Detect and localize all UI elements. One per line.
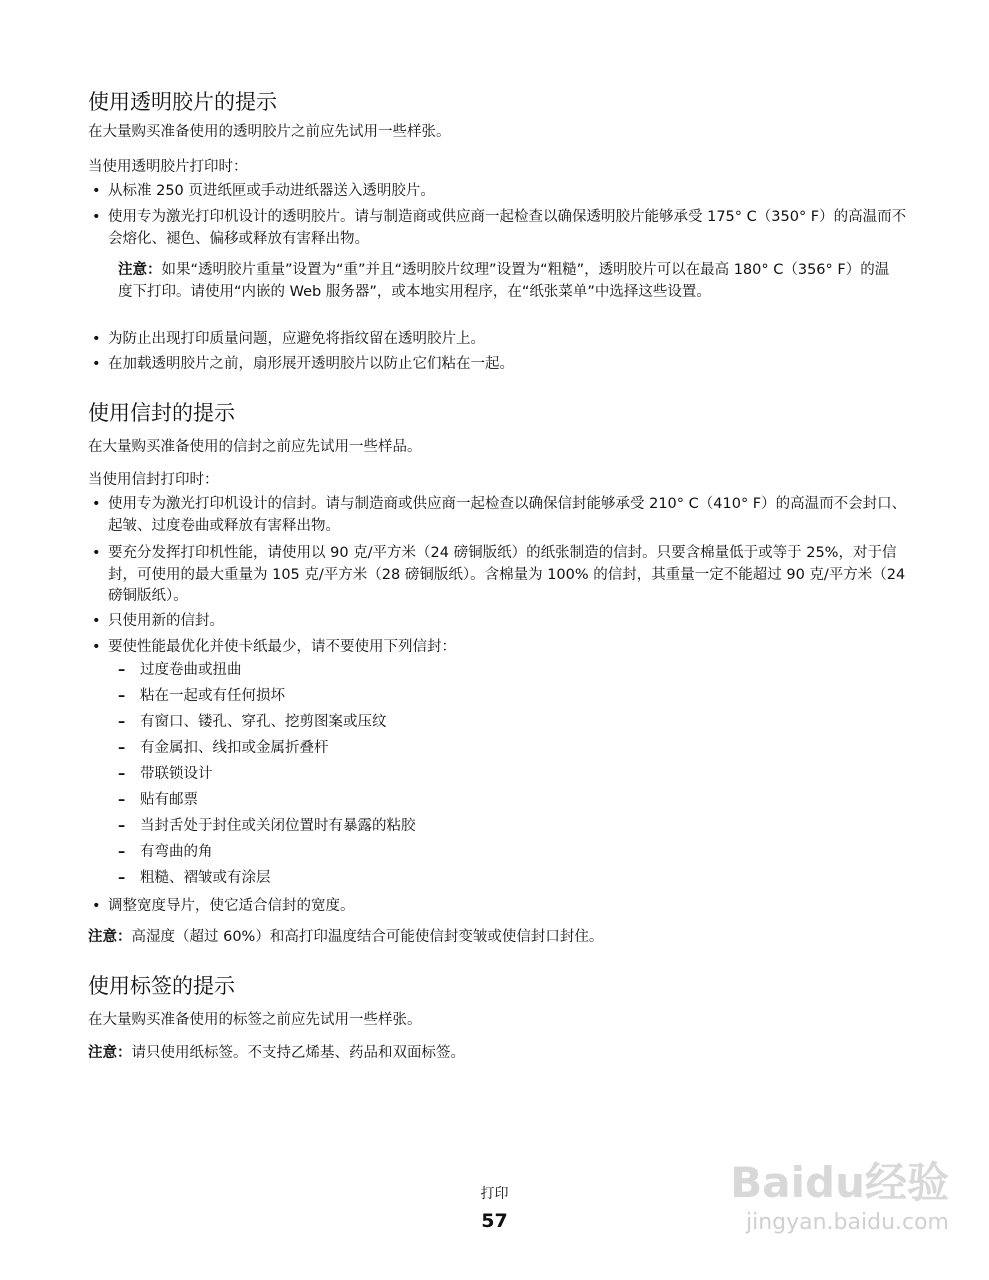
paragraph: 在大量购买准备使用的透明胶片之前应先试用一些样张。: [88, 124, 451, 140]
note-label: 注意：: [88, 929, 132, 945]
sub-list-item: – 过度卷曲或扭曲: [118, 660, 900, 682]
list-item: • 要使性能最优化并使卡纸最少，请不要使用下列信封：: [88, 637, 918, 659]
watermark-url: jingyan.baidu.com: [745, 1210, 949, 1235]
note: [88, 927, 898, 949]
paragraph: 在大量购买准备使用的信封之前应先试用一些样品。: [88, 439, 422, 455]
note-label: 注意：: [118, 262, 162, 278]
paragraph: 当使用信封打印时：: [88, 472, 219, 488]
sub-list-item: – 有弯曲的角: [118, 842, 900, 864]
section-title-envelopes: 使用信封的提示: [88, 401, 235, 425]
note-text: 高湿度（超过 60%）和高打印温度结合可能使信封变皱或使信封口封住。: [131, 929, 604, 945]
paragraph: 在大量购买准备使用的标签之前应先试用一些样张。: [88, 1012, 422, 1028]
list-item: • 在加载透明胶片之前，扇形展开透明胶片以防止它们粘在一起。: [88, 354, 918, 376]
list-item: • 只使用新的信封。: [88, 611, 918, 633]
sub-list-item: – 有金属扣、线扣或金属折叠杆: [118, 738, 900, 760]
list-item: • 要充分发挥打印机性能，请使用以 90 克/平方米（24 磅铜版纸）的纸张制造的信封。只要含棉量低于或等于 25%，对于信封，可使用的最大重量为 105 克/平方米（28 磅铜版纸）。含棉量为 100% 的信封，其重量一定不能超过 90 克/平方米（24 磅铜版纸）。: [88, 543, 918, 608]
sub-list-item: – 粘在一起或有任何损坏: [118, 686, 900, 708]
list-item: • 使用专为激光打印机设计的透明胶片。请与制造商或供应商一起检查以确保透明胶片能够承受 175° C（350° F）的高温而不会熔化、褪色、偏移或释放有害释出物。: [88, 207, 918, 250]
footer-chapter: 打印: [480, 1186, 509, 1202]
note: [88, 1043, 898, 1065]
section-title-transparencies: 使用透明胶片的提示: [88, 90, 277, 114]
note-text: 请只使用纸标签。不支持乙烯基、药品和双面标签。: [131, 1045, 465, 1061]
watermark-logo: Baidu经验: [730, 1158, 949, 1207]
sub-list-item: – 贴有邮票: [118, 790, 900, 812]
section-title-labels: 使用标签的提示: [88, 974, 235, 998]
list-item: • 从标准 250 页进纸匣或手动进纸器送入透明胶片。: [88, 181, 918, 203]
paragraph: 当使用透明胶片打印时：: [88, 159, 248, 175]
sub-list-item: – 当封舌处于封住或关闭位置时有暴露的粘胶: [118, 816, 900, 838]
sub-list-item: – 带联锁设计: [118, 764, 900, 786]
note: [118, 260, 898, 303]
note-label: 注意：: [88, 1045, 132, 1061]
note-text: 如果“透明胶片重量”设置为“重”并且“透明胶片纹理”设置为“粗糙”，透明胶片可以在最高 180° C（356° F）的温度下打印。请使用“内嵌的 Web 服务器”，或本地实用程序，在“纸张菜单”中选择这些设置。: [118, 262, 890, 300]
sub-list-item: – 粗糙、褶皱或有涂层: [118, 868, 900, 890]
sub-list-item: – 有窗口、镂孔、穿孔、挖剪图案或压纹: [118, 712, 900, 734]
page-number: 57: [481, 1210, 508, 1232]
list-item: • 调整宽度导片，使它适合信封的宽度。: [88, 896, 918, 918]
list-item: • 使用专为激光打印机设计的信封。请与制造商或供应商一起检查以确保信封能够承受 210° C（410° F）的高温而不会封口、起皱、过度卷曲或释放有害释出物。: [88, 494, 918, 537]
list-item: • 为防止出现打印质量问题，应避免将指纹留在透明胶片上。: [88, 329, 918, 351]
